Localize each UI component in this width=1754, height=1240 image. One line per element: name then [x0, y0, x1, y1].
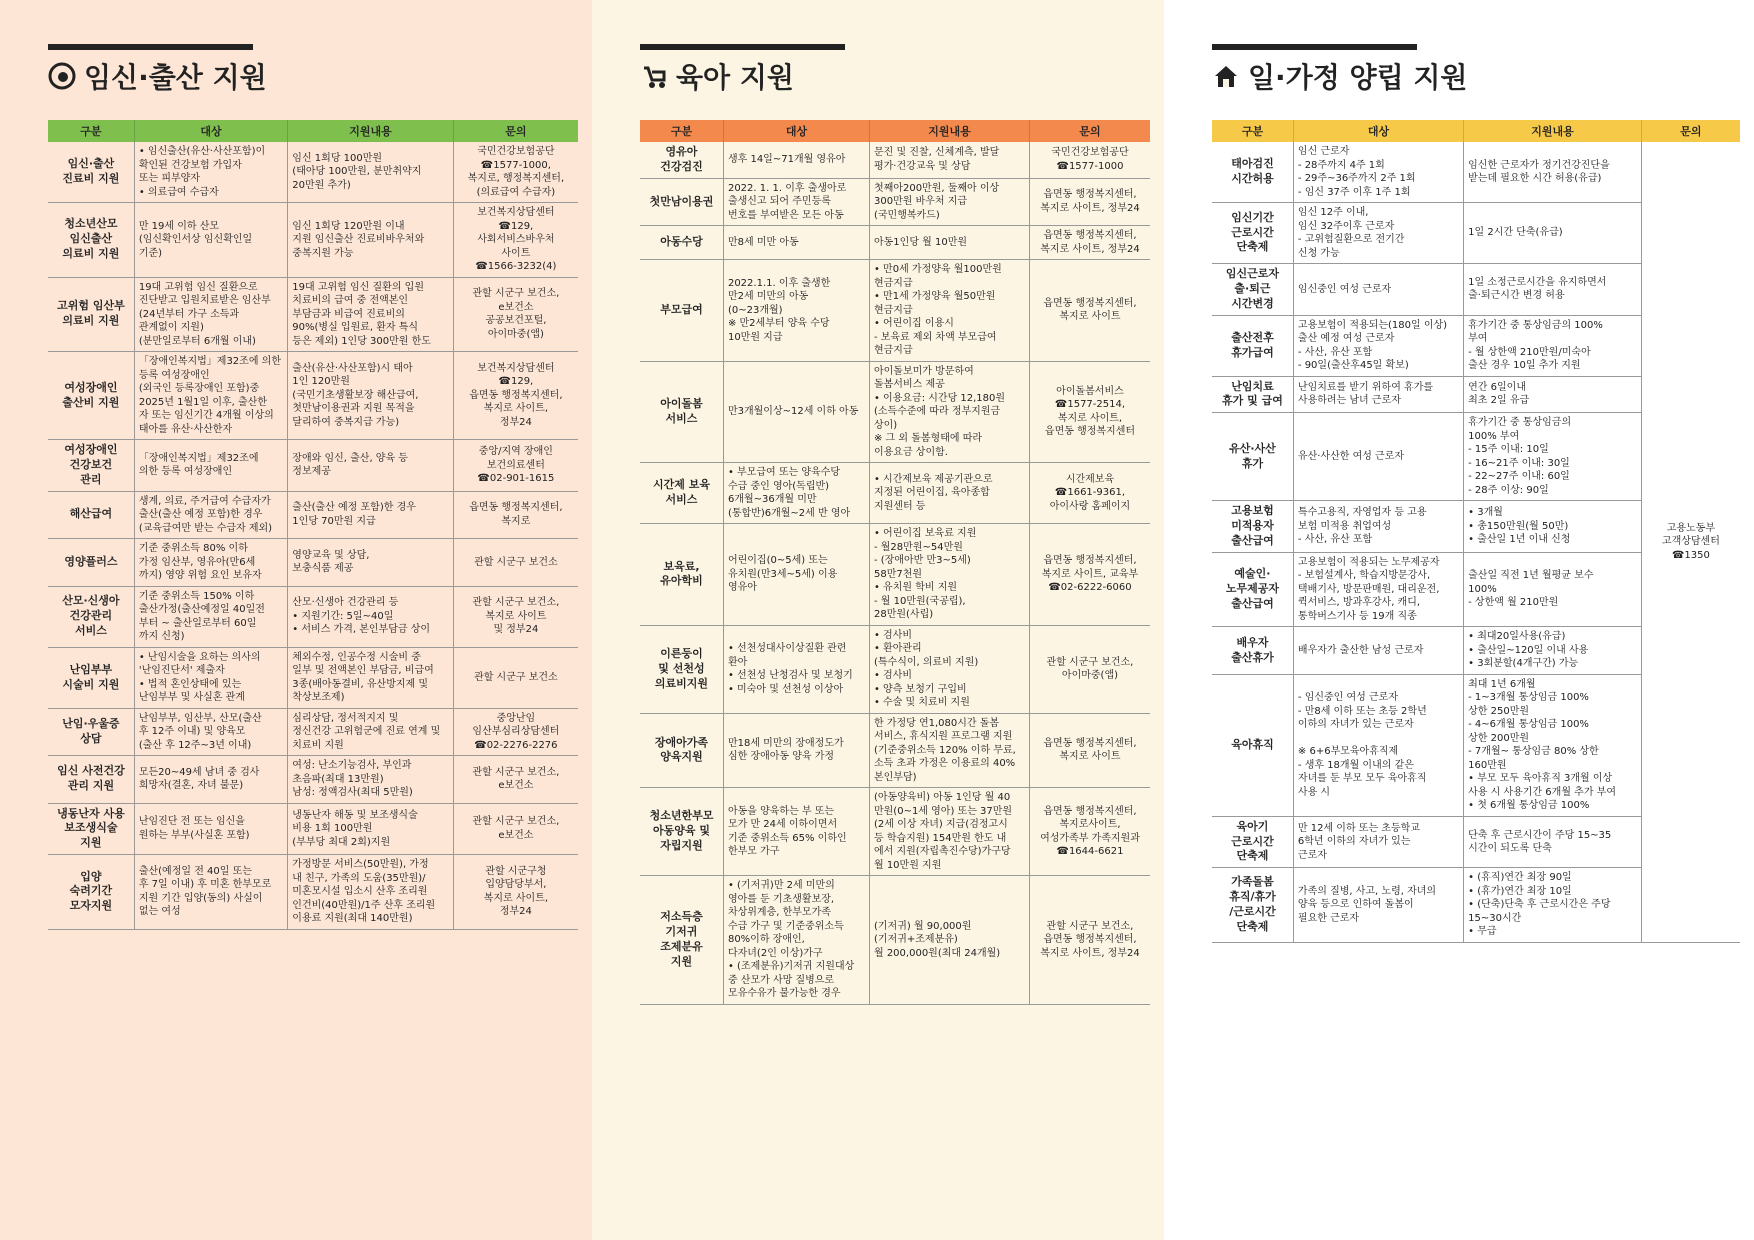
- row-contact: 관할 시군구 보건소, e보건소 공공보건포털, 아이마중(앱): [453, 277, 578, 352]
- section-header: [48, 44, 578, 102]
- row-content: 여성: 난소기능검사, 부인과 초음파(최대 13만원) 남성: 정액검사(최대 5만원): [288, 756, 453, 804]
- row-category: 입양 숙려기간 모자지원: [48, 855, 134, 930]
- header-target: 대상: [1293, 120, 1463, 142]
- section-header: [640, 44, 1150, 102]
- row-category: 영유아 건강검진: [640, 142, 723, 178]
- row-contact: 읍면동 행정복지센터, 복지로 사이트, 정부24: [1029, 178, 1150, 226]
- row-category: 가족돌봄 휴직/휴가 /근로시간 단축제: [1212, 868, 1293, 943]
- row-content: 휴가기간 중 통상임금의 100% 부여 - 15주 이내: 10일 - 16~21주 이내: 30일 - 22~27주 이내: 60일 - 28주 이상: 90일: [1464, 413, 1642, 501]
- row-target: 임신중인 여성 근로자: [1293, 264, 1463, 316]
- row-target: • 임신출산(유산·사산포함)이 확인된 건강보험 가입자 또는 피부양자 • 의료급여 수급자: [134, 142, 287, 203]
- row-target: 만 12세 이하 또는 초등학교 6학년 이하의 자녀가 있는 근로자: [1293, 816, 1463, 868]
- row-content: 심리상담, 정서적지지 및 정신건강 고위험군에 진료 연계 및 치료비 지원: [288, 708, 453, 756]
- table-row: [1212, 142, 1740, 203]
- row-target: • 난임시술을 요하는 의사의 '난임진단서' 제출자 • 법적 혼인상태에 있는 난임부부 및 사실혼 관계: [134, 647, 287, 708]
- row-target: 만3개월이상~12세 이하 아동: [723, 361, 869, 463]
- table-row: [640, 463, 1150, 524]
- row-target: 출산(예정일 전 40일 또는 후 7일 이내) 후 미혼 한부모로 지원 기간 입양(동의) 사실이 없는 여성: [134, 855, 287, 930]
- panel-work-family: [1164, 0, 1754, 1240]
- table-row: [48, 756, 578, 804]
- row-target: 2022.1.1. 이후 출생한 만2세 미만의 아동 (0~23개월) ※ 만2세부터 양육 수당 10만원 지급: [723, 260, 869, 362]
- row-contact: 중앙/지역 장애인 보건의료센터 ☎02-901-1615: [453, 440, 578, 492]
- table-row: [48, 708, 578, 756]
- row-content: • 만0세 가정양육 월100만원 현금지급 • 만1세 가정양육 월50만원 현금지급 • 어린이집 이용시 - 보육료 제외 차액 부모급여 현금지급: [869, 260, 1029, 362]
- table-body: [640, 142, 1150, 1004]
- section-title: [48, 56, 267, 96]
- row-contact: 관할 시군구 보건소, 읍면동 행정복지센터, 복지로 사이트, 정부24: [1029, 876, 1150, 1005]
- row-content: 출산(출산 예정 포함)한 경우 1인당 70만원 지급: [288, 491, 453, 539]
- row-target: 기준 중위소득 80% 이하 가정 임산부, 영유아(만6세 까지) 영양 위험 요인 보유자: [134, 539, 287, 587]
- row-content: 아동1인당 월 10만원: [869, 226, 1029, 260]
- row-target: 가족의 질병, 사고, 노령, 자녀의 양육 등으로 인하여 돌봄이 필요한 근로자: [1293, 868, 1463, 943]
- header-target: 대상: [134, 120, 287, 142]
- row-category: 청소년한부모 아동양육 및 자립지원: [640, 788, 723, 876]
- row-category: 배우자 출산휴가: [1212, 627, 1293, 675]
- row-contact: 관할 시군구 보건소, e보건소: [453, 756, 578, 804]
- row-contact: 읍면동 행정복지센터, 복지로: [453, 491, 578, 539]
- row-category: 시간제 보육 서비스: [640, 463, 723, 524]
- row-content: 임신 1회당 120만원 이내 지원 임신출산 진료비바우처와 중복지원 가능: [288, 203, 453, 278]
- row-content: 단축 후 근로시간이 주당 15~35 시간이 되도록 단축: [1464, 816, 1642, 868]
- table-row: [48, 352, 578, 440]
- row-content: 문진 및 진찰, 신체계측, 발달 평가·건강교육 및 상담: [869, 142, 1029, 178]
- row-content: 최대 1년 6개월 - 1~3개월 통상임금 100% 상한 250만원 - 4~6개월 통상임금 100% 상한 200만원 - 7개월~ 통상임금 80% 상한 160만원 • 부모 모두 육아휴직 3개월 이상 사용 시 사용기간 6개월 추가 부여 • 첫 6개월 통상임금 100%: [1464, 674, 1642, 816]
- row-target: 난임부부, 임산부, 산모(출산 후 12주 이내) 및 양육모 (출산 후 12주~3년 이내): [134, 708, 287, 756]
- row-target: 만18세 미만의 장애정도가 심한 장애아동 양육 가정: [723, 713, 869, 788]
- row-category: 냉동난자 사용 보조생식술 지원: [48, 803, 134, 855]
- row-contact: 관할 시군구청 입양담당부서, 복지로 사이트, 정부24: [453, 855, 578, 930]
- row-content: 1일 소정근로시간을 유지하면서 출·퇴근시간 변경 허용: [1464, 264, 1642, 316]
- row-category: 육아휴직: [1212, 674, 1293, 816]
- row-content: 임신 1회당 100만원 (태아당 100만원, 분만취약지 20만원 추가): [288, 142, 453, 203]
- row-target: 만8세 미만 아동: [723, 226, 869, 260]
- table-row: [48, 440, 578, 492]
- row-content: (아동양육비) 아동 1인당 월 40 만원(0~1세 영아) 또는 37만원 (2세 이상 자녀) 지급(검정고시 등 학습지원) 154만원 한도 내 에서 지원(자립촉진수당)가구당 월 10만원 지원: [869, 788, 1029, 876]
- section-bar: [48, 44, 253, 50]
- row-category: 청소년산모 임신출산 의료비 지원: [48, 203, 134, 278]
- table-row: [640, 142, 1150, 178]
- row-target: 생계, 의료, 주거급여 수급자가 출산(출산 예정 포함)한 경우 (교육급여만 받는 수급자 제외): [134, 491, 287, 539]
- row-content: 영양교육 및 상담, 보충식품 제공: [288, 539, 453, 587]
- row-category: 난임부부 시술비 지원: [48, 647, 134, 708]
- row-target: 난임치료를 받기 위하여 휴가를 사용하려는 남녀 근로자: [1293, 376, 1463, 413]
- table-row: [48, 803, 578, 855]
- row-target: 「장애인복지법」제32조에 의한 등록 여성장애인 (외국인 등록장애인 포함)중 2025년 1월1일 이후, 출산한 자 또는 임신기간 4개월 이상의 태아를 유산·사산한자: [134, 352, 287, 440]
- table-row: [640, 625, 1150, 713]
- row-contact: 읍면동 행정복지센터, 복지로 사이트, 교육부 ☎02-6222-6060: [1029, 524, 1150, 626]
- section-title-text: 일·가정 양립 지원: [1248, 61, 1468, 94]
- row-target: 특수고용직, 자영업자 등 고용 보험 미적용 취업여성 - 사산, 유산 포함: [1293, 501, 1463, 553]
- row-category: 난임·우울증 상담: [48, 708, 134, 756]
- row-contact: 관할 시군구 보건소: [453, 647, 578, 708]
- table-row: [48, 647, 578, 708]
- row-content: 한 가정당 연1,080시간 돌봄 서비스, 휴식지원 프로그램 지원 (기준중위소득 120% 이하 무료, 소득 초과 가정은 이용료의 40% 본인부담): [869, 713, 1029, 788]
- row-target: 생후 14일~71개월 영유아: [723, 142, 869, 178]
- row-target: • 선천성대사이상질환 관련 환아 • 선천성 난청검사 및 보청기 • 미숙아 및 선천성 이상아: [723, 625, 869, 713]
- table-row: [640, 361, 1150, 463]
- table-row: [640, 876, 1150, 1005]
- table-row: [640, 260, 1150, 362]
- row-contact: 중앙난임 임산부심리상담센터 ☎02-2276-2276: [453, 708, 578, 756]
- row-contact: 관할 시군구 보건소, 아이마중(앱): [1029, 625, 1150, 713]
- header-contact: 문의: [1641, 120, 1740, 142]
- row-category: 첫만남이용권: [640, 178, 723, 226]
- header-contact: 문의: [453, 120, 578, 142]
- row-target: 고용보험이 적용되는 노무제공자 - 보험설계사, 학습지방문강사, 택배기사, 방문판매원, 대리운전, 퀵서비스, 방과후강사, 캐디, 통학버스기사 등 19개 직종: [1293, 552, 1463, 627]
- row-category: 육아기 근로시간 단축제: [1212, 816, 1293, 868]
- row-content: • 어린이집 보육료 지원 - 월28만원~54만원 - (장애아반 만3~5세) 58만7천원 • 유치원 학비 지원 - 월 10만원(국공립), 28만원(사립): [869, 524, 1029, 626]
- row-contact: 보건복지상담센터 ☎129, 읍면동 행정복지센터, 복지로 사이트, 정부24: [453, 352, 578, 440]
- table-row: [48, 586, 578, 647]
- table-pregnancy: [48, 120, 578, 930]
- row-category: 산모·신생아 건강관리 서비스: [48, 586, 134, 647]
- row-contact: 국민건강보험공단 ☎1577-1000, 복지로, 행정복지센터, (의료급여 수급자): [453, 142, 578, 203]
- row-category: 고위험 임산부 의료비 지원: [48, 277, 134, 352]
- row-content: 19대 고위험 임신 질환의 입원 치료비의 급여 중 전액본인 부담금과 비급여 진료비의 90%(병실 입원료, 환자 특식 등은 제외) 1인당 300만원 한도: [288, 277, 453, 352]
- row-category: 예술인· 노무제공자 출산급여: [1212, 552, 1293, 627]
- row-contact: 시간제보육 ☎1661-9361, 아이사랑 홈페이지: [1029, 463, 1150, 524]
- row-content: 냉동난자 해동 및 보조생식술 비용 1회 100만원 (부부당 최대 2회)지원: [288, 803, 453, 855]
- row-category: 해산급여: [48, 491, 134, 539]
- table-row: [640, 713, 1150, 788]
- row-category: 저소득층 기저귀 조제분유 지원: [640, 876, 723, 1005]
- header-target: 대상: [723, 120, 869, 142]
- row-category: 여성장애인 건강보건 관리: [48, 440, 134, 492]
- header-content: 지원내용: [288, 120, 453, 142]
- home-icon: [1212, 62, 1240, 90]
- row-contact: 관할 시군구 보건소, 복지로 사이트 및 정부24: [453, 586, 578, 647]
- row-content: 체외수정, 인공수정 시술비 중 일부 및 전액본인 부담금, 비급여 3종(배아동결비, 유산방지제 및 착상보조제): [288, 647, 453, 708]
- row-contact-shared: 고용노동부 고객상담센터 ☎1350: [1641, 142, 1740, 942]
- table-row: [48, 539, 578, 587]
- row-content: 아이돌보미가 방문하여 돌봄서비스 제공 • 이용요금: 시간당 12,180원 (소득수준에 따라 정부지원금 상이) ※ 그 외 돌봄형태에 따라 이용요금 상이함.: [869, 361, 1029, 463]
- row-contact: 관할 시군구 보건소, e보건소: [453, 803, 578, 855]
- panel-childcare: [592, 0, 1164, 1240]
- row-category: 아동수당: [640, 226, 723, 260]
- row-target: 2022. 1. 1. 이후 출생아로 출생신고 되어 주민등록 번호를 부여받은 모든 아동: [723, 178, 869, 226]
- row-contact: 읍면동 행정복지센터, 복지로 사이트, 정부24: [1029, 226, 1150, 260]
- table-row: [48, 491, 578, 539]
- row-content: 산모·신생아 건강관리 등 • 지원기간: 5일~40일 • 서비스 가격, 본인부담금 상이: [288, 586, 453, 647]
- row-category: 이른둥이 및 선천성 의료비지원: [640, 625, 723, 713]
- row-target: 배우자가 출산한 남성 근로자: [1293, 627, 1463, 675]
- row-content: 가정방문 서비스(50만원), 가정 내 친구, 가족의 도움(35만원)/ 미혼모시설 입소시 산후 조리원 인건비(40만원)/1주 산후 조리원 이용료 지원(최대 140만원): [288, 855, 453, 930]
- section-title-text: 육아 지원: [676, 61, 794, 94]
- row-content: 출산일 직전 1년 월평균 보수 100% - 상한액 월 210만원: [1464, 552, 1642, 627]
- table-row: [640, 524, 1150, 626]
- row-contact: 관할 시군구 보건소: [453, 539, 578, 587]
- row-contact: 읍면동 행정복지센터, 복지로사이트, 여성가족부 가족지원과 ☎1644-6621: [1029, 788, 1150, 876]
- row-category: 임신기간 근로시간 단축제: [1212, 203, 1293, 264]
- table-row: [640, 178, 1150, 226]
- row-category: 보육료, 유아학비: [640, 524, 723, 626]
- row-target: 유산·사산한 여성 근로자: [1293, 413, 1463, 501]
- row-target: 임신 12주 이내, 임신 32주이후 근로자 - 고위험질환으로 전기간 신청 가능: [1293, 203, 1463, 264]
- row-content: • 검사비 • 환아관리 (특수식이, 의료비 지원) • 검사비 • 양측 보청기 구입비 • 수술 및 치료비 지원: [869, 625, 1029, 713]
- row-content: 휴가기간 중 통상임금의 100% 부여 - 월 상한액 210만원/미숙아 출산 경우 10일 추가 지원: [1464, 315, 1642, 376]
- row-content: 첫째아200만원, 둘째아 이상 300만원 바우처 지급 (국민행복카드): [869, 178, 1029, 226]
- row-target: 모든20~49세 남녀 중 검사 희망자(결혼, 자녀 불문): [134, 756, 287, 804]
- header-content: 지원내용: [869, 120, 1029, 142]
- section-title-text: 임신·출산 지원: [84, 61, 267, 94]
- row-content: • 최대20일사용(유급) • 출산일~120일 이내 사용 • 3회분할(4개구간) 가능: [1464, 627, 1642, 675]
- table-row: [48, 142, 578, 203]
- row-content: (기저귀) 월 90,000원 (기저귀+조제분유) 월 200,000원(최대 24개월): [869, 876, 1029, 1005]
- table-row: [640, 788, 1150, 876]
- row-content: 출산(유산·사산포함)시 태아 1인 120만원 (국민기초생활보장 해산급여, 첫만남이용권과 지원 목적을 달리하여 중복지급 가능): [288, 352, 453, 440]
- section-header: [1212, 44, 1740, 102]
- row-target: - 임신중인 여성 근로자 - 만8세 이하 또는 초등 2학년 이하의 자녀가 있는 근로자 ※ 6+6부모육아휴직제 - 생후 18개월 이내의 같은 자녀를 둔 부모 모두 육아휴직 사용 시: [1293, 674, 1463, 816]
- row-target: 임신 근로자 - 28주까지 4주 1회 - 29주~36주까지 2주 1회 - 임신 37주 이후 1주 1회: [1293, 142, 1463, 203]
- pregnancy-icon: [48, 62, 76, 90]
- row-category: 부모급여: [640, 260, 723, 362]
- row-category: 유산·사산 휴가: [1212, 413, 1293, 501]
- header-category: 구분: [48, 120, 134, 142]
- table-row: [48, 855, 578, 930]
- section-bar: [640, 44, 845, 50]
- row-content: 1일 2시간 단축(유급): [1464, 203, 1642, 264]
- row-content: 임신한 근로자가 정기건강진단을 받는데 필요한 시간 허용(유급): [1464, 142, 1642, 203]
- row-category: 출산전후 휴가급여: [1212, 315, 1293, 376]
- row-contact: 보건복지상담센터 ☎129, 사회서비스바우처 사이트 ☎1566-3232(4): [453, 203, 578, 278]
- table-row: [48, 277, 578, 352]
- row-target: • 부모급여 또는 양육수당 수급 중인 영아(독립반) 6개월~36개월 미만 (통합반)6개월~2세 반 영아: [723, 463, 869, 524]
- table-row: [640, 226, 1150, 260]
- section-bar: [1212, 44, 1417, 50]
- table-body: [48, 142, 578, 929]
- row-category: 태아검진 시간허용: [1212, 142, 1293, 203]
- stroller-icon: [640, 62, 668, 90]
- row-category: 영양플러스: [48, 539, 134, 587]
- section-title: [1212, 56, 1467, 96]
- row-content: • 시간제보육 제공기관으로 지정된 어린이집, 육아종합 지원센터 등: [869, 463, 1029, 524]
- header-category: 구분: [1212, 120, 1293, 142]
- row-contact: 읍면동 행정복지센터, 복지로 사이트: [1029, 713, 1150, 788]
- row-target: 어린이집(0~5세) 또는 유치원(만3세~5세) 이용 영유아: [723, 524, 869, 626]
- table-work-family: [1212, 120, 1740, 943]
- row-target: 난임진단 전 또는 임신을 원하는 부부(사실혼 포함): [134, 803, 287, 855]
- row-content: 연간 6일이내 최초 2일 유급: [1464, 376, 1642, 413]
- row-target: 19대 고위험 임신 질환으로 진단받고 입원치료받은 임산부 (24년부터 가구 소득과 관계없이 지원) (분만일로부터 6개월 이내): [134, 277, 287, 352]
- row-target: 고용보험이 적용되는(180일 이상) 출산 예정 여성 근로자 - 사산, 유산 포함 - 90일(출산후45일 확보): [1293, 315, 1463, 376]
- row-contact: 읍면동 행정복지센터, 복지로 사이트: [1029, 260, 1150, 362]
- row-category: 난임치료 휴가 및 급여: [1212, 376, 1293, 413]
- row-target: 아동을 양육하는 부 또는 모가 만 24세 이하이면서 기준 중위소득 65% 이하인 한부모 가구: [723, 788, 869, 876]
- header-category: 구분: [640, 120, 723, 142]
- section-title: [640, 56, 794, 96]
- row-content: • 3개월 • 총150만원(월 50만) • 출산일 1년 이내 신청: [1464, 501, 1642, 553]
- row-category: 임신·출산 진료비 지원: [48, 142, 134, 203]
- row-category: 임신 사전건강 관리 지원: [48, 756, 134, 804]
- row-category: 고용보험 미적용자 출산급여: [1212, 501, 1293, 553]
- panel-pregnancy: [0, 0, 592, 1240]
- table-body: [1212, 142, 1740, 942]
- table-childcare: [640, 120, 1150, 1005]
- row-category: 장애아가족 양육지원: [640, 713, 723, 788]
- row-contact: 국민건강보험공단 ☎1577-1000: [1029, 142, 1150, 178]
- row-category: 여성장애인 출산비 지원: [48, 352, 134, 440]
- table-row: [48, 203, 578, 278]
- header-contact: 문의: [1029, 120, 1150, 142]
- row-category: 아이돌봄 서비스: [640, 361, 723, 463]
- row-contact: 아이돌봄서비스 ☎1577-2514, 복지로 사이트, 읍면동 행정복지센터: [1029, 361, 1150, 463]
- row-target: • (기저귀)만 2세 미만의 영아를 둔 기초생활보장, 차상위계층, 한부모가족 수급 가구 및 기준중위소득 80%이하 장애인, 다자녀(2인 이상)가구 • (조제분유)기저귀 지원대상 중 산모가 사망 질병으로 모유수유가 불가능한 경우: [723, 876, 869, 1005]
- row-content: • (휴직)연간 최장 90일 • (휴가)연간 최장 10일 • (단축)단축 후 근로시간은 주당 15~30시간 • 무급: [1464, 868, 1642, 943]
- header-content: 지원내용: [1464, 120, 1642, 142]
- row-target: 만 19세 이하 산모 (임신확인서상 임신확인일 기준): [134, 203, 287, 278]
- row-target: 기준 중위소득 150% 이하 출산가정(출산예정일 40일전 부터 ~ 출산일로부터 60일 까지 신청): [134, 586, 287, 647]
- row-content: 장애와 임신, 출산, 양육 등 정보제공: [288, 440, 453, 492]
- row-target: 「장애인복지법」제32조에 의한 등록 여성장애인: [134, 440, 287, 492]
- row-category: 임신근로자 출·퇴근 시간변경: [1212, 264, 1293, 316]
